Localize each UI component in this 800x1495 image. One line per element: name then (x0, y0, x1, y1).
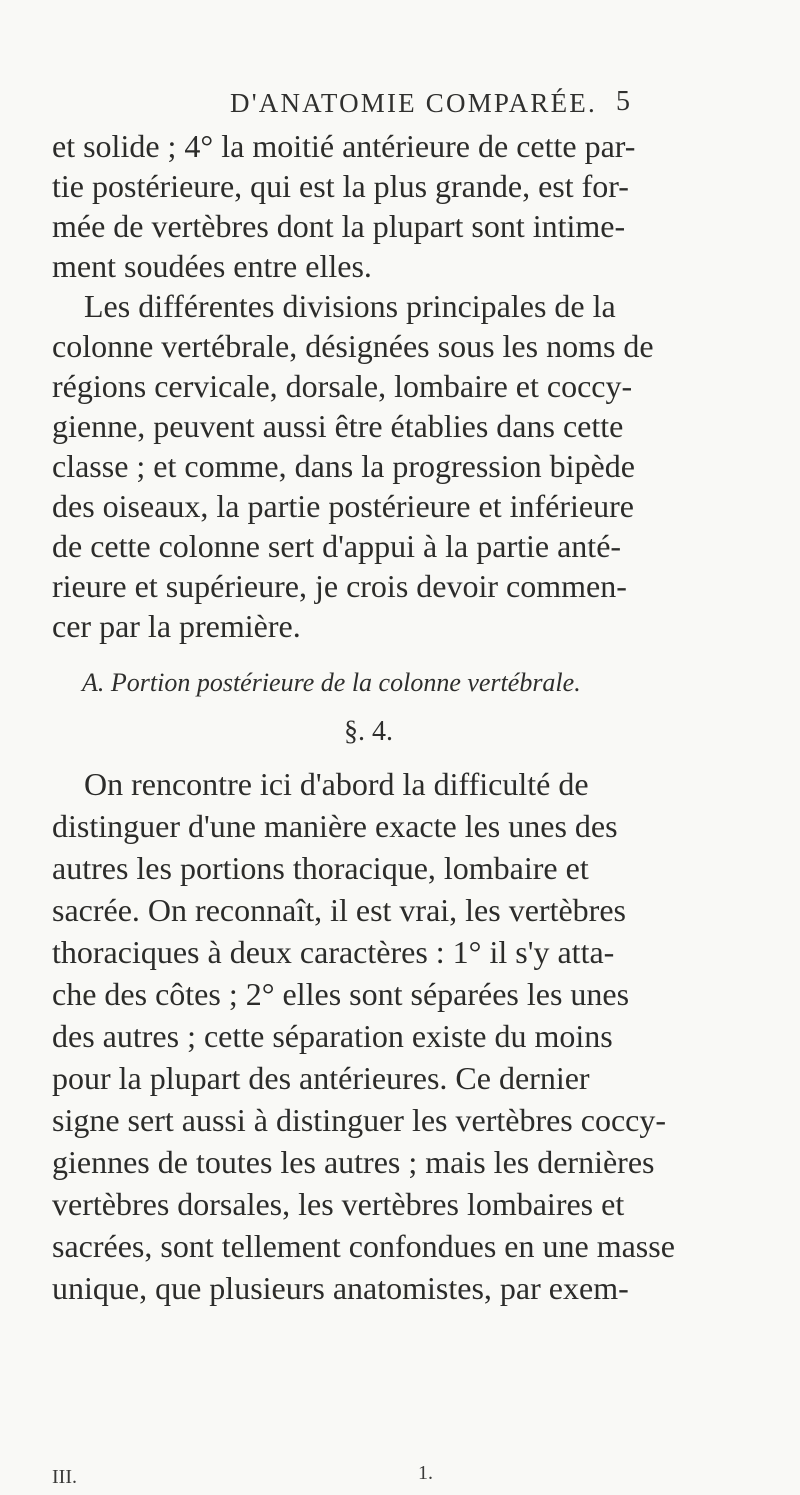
text-line: giennes de toutes les autres ; mais les dernières (52, 1144, 655, 1180)
section-mark: §. 4. (344, 716, 393, 747)
text-line: autres les portions thoracique, lombaire et (52, 850, 589, 886)
text-line: pour la plupart des antérieures. Ce dernier (52, 1060, 590, 1096)
text-line: On rencontre ici d'abord la difficulté de (84, 766, 589, 802)
text-line: rieure et supérieure, je crois devoir commen- (52, 568, 627, 604)
text-line: thoraciques à deux caractères : 1° il s'y atta- (52, 934, 615, 970)
text-line: gienne, peuvent aussi être établies dans cette (52, 408, 624, 444)
text-line: des oiseaux, la partie postérieure et inférieure (52, 488, 634, 524)
text-line: Les différentes divisions principales de la (84, 288, 616, 324)
text-line: et solide ; 4° la moitié antérieure de cette par- (52, 128, 636, 164)
text-line: mée de vertèbres dont la plupart sont intime- (52, 208, 626, 244)
signature-number: 1. (418, 1462, 433, 1484)
text-line: colonne vertébrale, désignées sous les noms de (52, 328, 654, 364)
text-line: sacrée. On reconnaît, il est vrai, les vertèbres (52, 892, 626, 928)
text-line: de cette colonne sert d'appui à la partie anté- (52, 528, 622, 564)
text-line: signe sert aussi à distinguer les vertèbres coccy- (52, 1102, 667, 1138)
signature-roman: III. (52, 1466, 77, 1488)
text-line: che des côtes ; 2° elles sont séparées les unes (52, 976, 630, 1012)
text-line: classe ; et comme, dans la progression bipède (52, 448, 635, 484)
text-line: distinguer d'une manière exacte les unes des (52, 808, 618, 844)
page-number: 5 (616, 86, 630, 117)
text-line: vertèbres dorsales, les vertèbres lombaires et (52, 1186, 625, 1222)
text-line: cer par la première. (52, 608, 301, 644)
text-line: sacrées, sont tellement confondues en une masse (52, 1228, 675, 1264)
section-subheading: A. Portion postérieure de la colonne vertébrale. (82, 668, 581, 697)
text-line: tie postérieure, qui est la plus grande, est for- (52, 168, 629, 204)
text-line: ment soudées entre elles. (52, 248, 372, 284)
text-line: régions cervicale, dorsale, lombaire et coccy- (52, 368, 633, 404)
running-header: D'ANATOMIE COMPARÉE. (230, 88, 597, 118)
text-line: des autres ; cette séparation existe du moins (52, 1018, 613, 1054)
text-line: unique, que plusieurs anatomistes, par exem- (52, 1270, 629, 1306)
